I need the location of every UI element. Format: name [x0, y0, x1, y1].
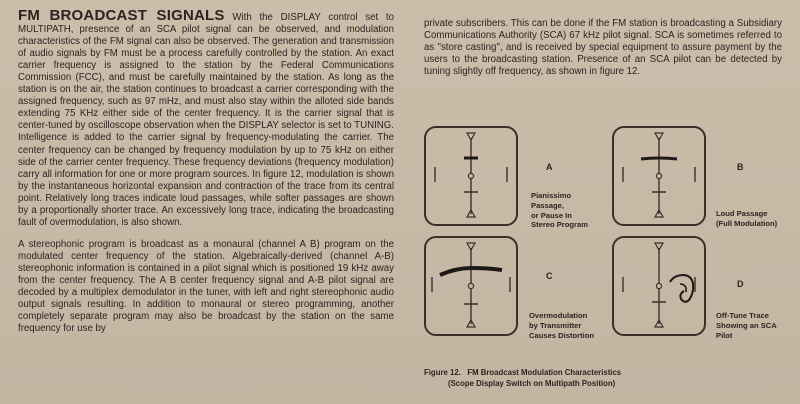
- scope-trace-c: [426, 238, 516, 334]
- figure-caption-title: Figure 12. FM Broadcast Modulation Characteristics: [424, 368, 622, 377]
- scope-trace-d: [614, 238, 704, 334]
- paragraph-1-text: With the DISPLAY control set to MULTIPATH, presence of an SCA pilot signal can be observed, and modulation characteristics of the FM signal can also be observed. The generation and transmission of audio signals by FM must be a process carefully controlled by the station. An exact carrier frequency is assigned to the station by the Federal Communications Commission (FCC), and must be carefully maintained by the station. As long as the station is on the air, the station continues to broadcast a carrier corresponding with the assigned frequency, such as 97 mHz, and must also stay within the alloted side bands extending 75 KHz either side of the center frequency. It is the carrier signal that is center-tuned by oscilloscope observation when the DISPLAY selector is set to TUNING. Intelligence is added to the carrier signal by frequency-modulating the carrier. The center frequency can be changed by frequency modulation by up to 75 kHz on either side of the carrier center frequency. These frequency deviations (frequency modulation) carry all information for one or more program sources. In figure 12, modulation is shown by the instantaneous horizontal expansion and contraction of the trace from its central point. Relatively long traces indicate loud passages, while softer passages are shown by a proportionally shorter trace. An excessively long trace, indicating the broadcasting fault of overmodulation, is also shown.: [18, 12, 394, 228]
- section-title: FM BROADCAST SIGNALS: [18, 7, 225, 24]
- paragraph-3: private subscribers. This can be done if the FM station is broadcasting a Subsidiary Communications Authority (SCA) 67 kHz pilot signal. SCA is sometimes referred to as "store casting", and is received by special equipment to assure payment by the users to the broadcasting station. Presence of an SCA pilot can be detected by tuning slightly off frequency, as shown in figure 12.: [424, 18, 782, 78]
- scope-panel-d: [612, 236, 706, 336]
- panel-b-caption: Loud Passage (Full Modulation): [716, 209, 778, 228]
- panel-c-letter: C: [546, 271, 553, 281]
- scope-panel-b: [612, 126, 706, 226]
- panel-d-letter: D: [737, 279, 744, 289]
- left-column: [18, 7, 394, 335]
- right-column: [424, 18, 782, 78]
- scope-trace-b: [614, 128, 704, 224]
- scope-panel-c: [424, 236, 518, 336]
- scope-trace-a: [426, 128, 516, 224]
- scope-panel-a: [424, 126, 518, 226]
- panel-a-caption: Pianissimo Passage, or Pause In Stereo Program: [531, 191, 588, 230]
- figure-caption: [424, 368, 621, 389]
- panel-a-letter: A: [546, 162, 553, 172]
- paragraph-1: [18, 7, 394, 229]
- panel-c-caption: Overmodulation by Transmitter Causes Distortion: [529, 311, 594, 340]
- figure-caption-subtitle: (Scope Display Switch on Multipath Position): [448, 378, 616, 388]
- panel-d-caption: Off-Tune Trace Showing an SCA Pilot: [716, 311, 777, 340]
- paragraph-2: A stereophonic program is broadcast as a monaural (channel A B) program on the modulated center frequency of the station. Algebraically-derived (channel A-B) stereophonic information is contained in a pilot signal which is positioned 19 kHz away from the center frequency. The A B center frequency signal and A-B pilot signal are decoded by a multiplex demodulator in the tuner, with left and right stereophonic audio output signals resulting. In addition to monaural or stereo programming, another completely separate program may also be broadcast by the station on the same frequency for use by: [18, 238, 394, 335]
- panel-b-letter: B: [737, 162, 744, 172]
